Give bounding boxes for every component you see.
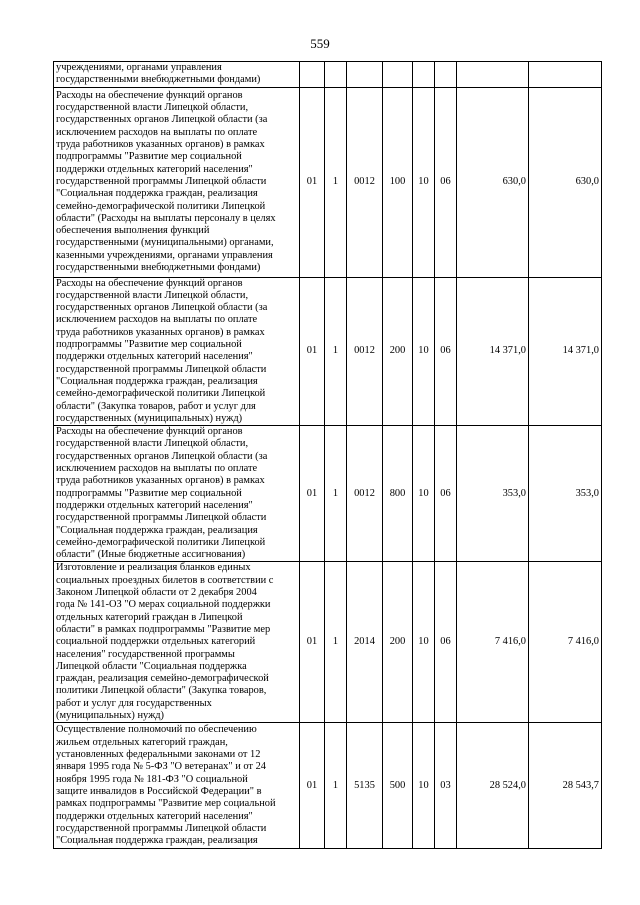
row-code-c5: 10 [413,426,435,562]
row-code-c3: 0012 [347,277,383,426]
row-code-c6: 06 [435,87,457,277]
row-code-c1: 01 [300,562,325,723]
row-amount1: 14 371,0 [457,277,529,426]
row-code-c2: 1 [325,277,347,426]
row-description [54,562,300,723]
page-number: 559 [310,36,330,51]
row-code-c6: 06 [435,562,457,723]
row-code-c6: 06 [435,277,457,426]
row-description-text: Изготовление и реализация бланков единых социальных проездных билетов в соответствии с Законом Липецкой области от 2 декабря 2004 года № 141-ОЗ "О мерах социальной поддержки отдельных категорий граждан в Липецкой области" в рамках подпрограммы "Развитие мер социальной поддержки отдельных категорий населения" государственной программы Липецкой области "Социальная поддержка граждан, реализация семейно-демографической политики Липецкой области" (Закупка товаров, работ и услуг для государственных (муниципальных) нужд) [56,562,274,722]
row-amount1: 28 524,0 [457,723,529,849]
row-description-text: учреждениями, органами управления государственными внебюджетными фондами) [56,62,261,86]
row-code-c2 [325,62,347,88]
row-code-c4: 500 [383,723,413,849]
table-row [54,87,602,277]
row-code-c3: 2014 [347,562,383,723]
row-code-c5: 10 [413,562,435,723]
table-row [54,723,602,849]
row-code-c1: 01 [300,426,325,562]
row-code-c4: 200 [383,277,413,426]
row-amount1: 7 416,0 [457,562,529,723]
row-code-c6: 03 [435,723,457,849]
row-code-c3 [347,62,383,88]
row-code-c4: 100 [383,87,413,277]
row-code-c3: 0012 [347,87,383,277]
row-description [54,62,300,88]
table-row [54,562,602,723]
row-description [54,723,300,849]
row-code-c1: 01 [300,723,325,849]
row-amount2: 353,0 [529,426,602,562]
row-description [54,277,300,426]
row-code-c6: 06 [435,426,457,562]
row-code-c2: 1 [325,723,347,849]
row-code-c4 [383,62,413,88]
row-description-text: Расходы на обеспечение функций органов государственной власти Липецкой области, государственных органов Липецкой области (за исключением расходов на выплаты по оплате труда работников указанных органов) в рамках подпрограммы "Развитие мер социальной поддержки отдельных категорий населения" государственной программы Липецкой области "Социальная поддержка граждан, реализация семейно-демографической политики Липецкой области" (Иные бюджетные ассигнования) [56,426,268,561]
row-code-c2: 1 [325,426,347,562]
row-code-c5: 10 [413,723,435,849]
row-code-c5: 10 [413,277,435,426]
row-amount2: 630,0 [529,87,602,277]
row-description-text: Расходы на обеспечение функций органов государственной власти Липецкой области, государственных органов Липецкой области (за исключением расходов на выплаты по оплате труда работников указанных органов) в рамках подпрограммы "Развитие мер социальной поддержки отдельных категорий населения" государственной программы Липецкой области "Социальная поддержка граждан, реализация семейно-демографической политики Липецкой области" (Закупка товаров, работ и услуг для государственных (муниципальных) нужд) [56,277,268,424]
row-amount2: 28 543,7 [529,723,602,849]
row-code-c3: 0012 [347,426,383,562]
table-row [54,426,602,562]
row-description [54,426,300,562]
row-amount2: 14 371,0 [529,277,602,426]
row-code-c1 [300,62,325,88]
row-code-c4: 800 [383,426,413,562]
row-code-c1: 01 [300,277,325,426]
row-description-text: Осуществление полномочий по обеспечению жильем отдельных категорий граждан, установленных федеральными законами от 12 января 1995 года № 5-ФЗ "О ветеранах" и от 24 ноября 1995 года № 181-ФЗ "О социальной защите инвалидов в Российской Федерации" в рамках подпрограммы "Развитие мер социальной поддержки отдельных категорий населения" государственной программы Липецкой области "Социальная поддержка граждан, реализация [56,724,276,847]
row-description-text: Расходы на обеспечение функций органов государственной власти Липецкой области, государственных органов Липецкой области (за исключением расходов на выплаты по оплате труда работников указанных органов) в рамках подпрограммы "Развитие мер социальной поддержки отдельных категорий населения" государственной программы Липецкой области "Социальная поддержка граждан, реализация семейно-демографической политики Липецкой области" (Расходы на выплаты персоналу в целях обеспечения выполнения функций государственными (муниципальными) органами, казенными учреждениями, органами управления государственными внебюджетными фондами) [56,89,276,274]
table-row [54,62,602,88]
row-description [54,87,300,277]
row-amount2: 7 416,0 [529,562,602,723]
row-code-c2: 1 [325,562,347,723]
row-amount2 [529,62,602,88]
row-code-c2: 1 [325,87,347,277]
row-amount1: 353,0 [457,426,529,562]
row-code-c5: 10 [413,87,435,277]
budget-table [53,61,602,849]
row-code-c4: 200 [383,562,413,723]
row-code-c6 [435,62,457,88]
row-amount1 [457,62,529,88]
row-code-c1: 01 [300,87,325,277]
row-amount1: 630,0 [457,87,529,277]
row-code-c5 [413,62,435,88]
row-code-c3: 5135 [347,723,383,849]
table-row [54,277,602,426]
